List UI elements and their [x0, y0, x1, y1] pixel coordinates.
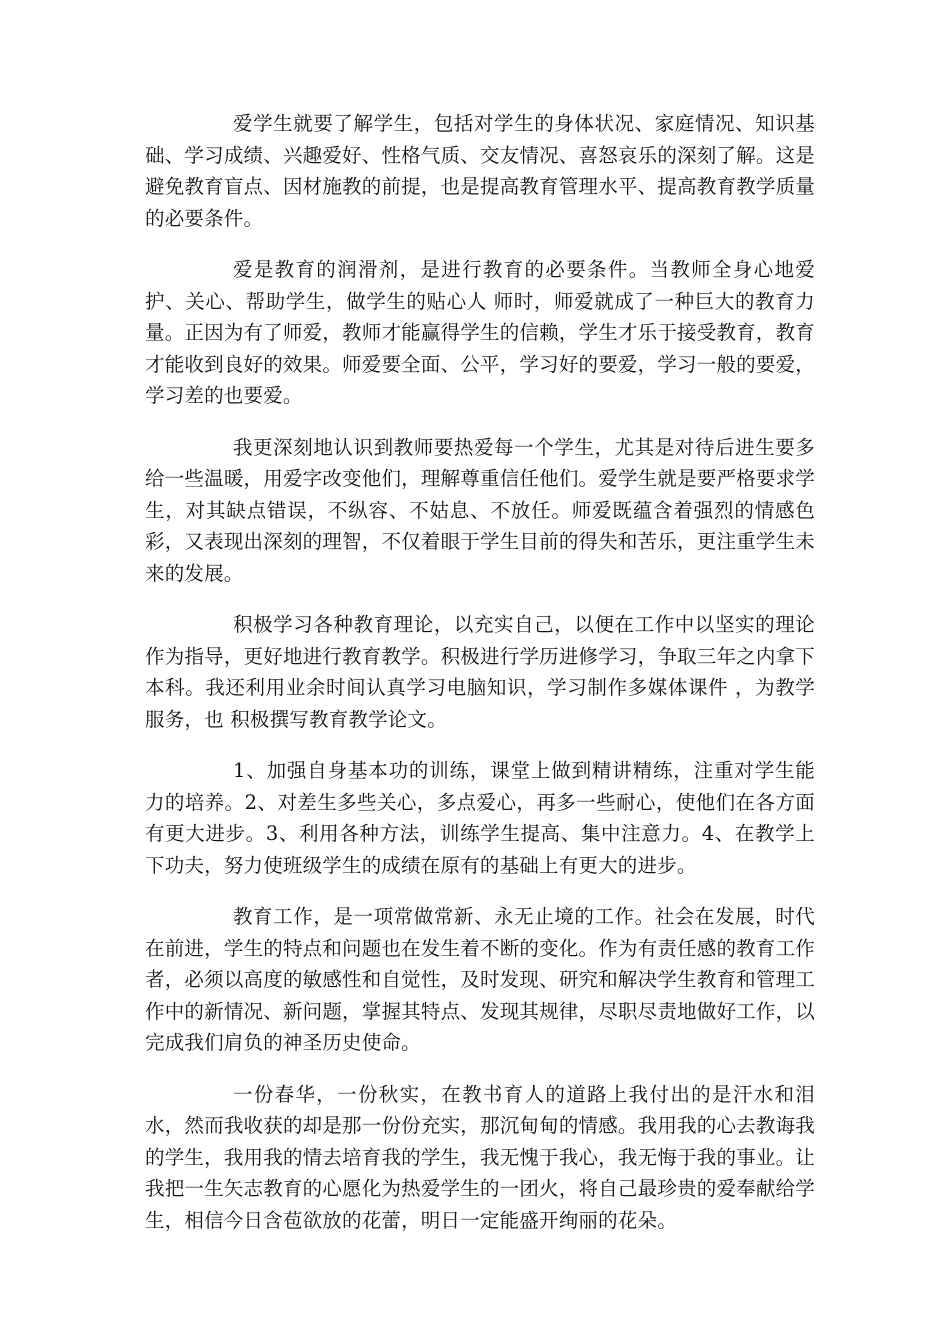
paragraph-6: 教育工作，是一项常做常新、永无止境的工作。社会在发展，时代在前进，学生的特点和问题也在发生着不断的变化。作为有责任感的教育工作者，必须以高度的敏感性和自觉性，及时发现、研究和解决学生教育和管理工作中的新情况、新问题，掌握其特点、发现其规律，尽职尽责地做好工作，以完成我们肩负的神圣历史使命。 — [145, 905, 815, 1054]
document-page — [145, 108, 815, 1256]
paragraph-7: 一份春华，一份秋实，在教书育人的道路上我付出的是汗水和泪水，然而我收获的却是那一份份充实，那沉甸甸的情感。我用我的心去教诲我的学生，我用我的情去培育我的学生，我无愧于我心，我无悔于我的事业。让我把一生矢志教育的心愿化为热爱学生的一团火，将自己最珍贵的爱奉献给学生，相信今日含苞欲放的花蕾，明日一定能盛开绚丽的花朵。 — [145, 1082, 815, 1232]
paragraph-4: 积极学习各种教育理论，以充实自己，以便在工作中以坚实的理论作为指导，更好地进行教育教学。积极进行学历进修学习，争取三年之内拿下本科。我还利用业余时间认真学习电脑知识，学习制作多媒体课件 ，为教学服务，也 积极撰写教育教学论文。 — [145, 613, 815, 731]
paragraph-5: 1、加强自身基本功的训练，课堂上做到精讲精练，注重对学生能力的培养。2、对差生多些关心，多点爱心，再多一些耐心，使他们在各方面有更大进步。3、利用各种方法，训练学生提高、集中注意力。4、在教学上下功夫，努力使班级学生的成绩在原有的基础上有更大的进步。 — [145, 759, 815, 877]
paragraph-1: 爱学生就要了解学生，包括对学生的身体状况、家庭情况、知识基础、学习成绩、兴趣爱好、性格气质、交友情况、喜怒哀乐的深刻了解。这是避免教育盲点、因材施教的前提，也是提高教育管理水平、提高教育教学质量的必要条件。 — [145, 112, 815, 230]
paragraph-2: 爱是教育的润滑剂，是进行教育的必要条件。当教师全身心地爱护、关心、帮助学生，做学生的贴心人 师时，师爱就成了一种巨大的教育力量。正因为有了师爱，教师才能赢得学生的信赖，学生才乐于接受教育，教育才能收到良好的效果。师爱要全面、公平，学习好的要爱，学习一般的要爱，学习差的也要爱。 — [145, 258, 815, 407]
paragraph-3: 我更深刻地认识到教师要热爱每一个学生，尤其是对待后进生要多给一些温暖，用爱字改变他们，理解尊重信任他们。爱学生就是要严格要求学生，对其缺点错误，不纵容、不姑息、不放任。师爱既蕴含着强烈的情感色彩，又表现出深刻的理智，不仅着眼于学生目前的得失和苦乐，更注重学生未来的发展。 — [145, 435, 815, 585]
